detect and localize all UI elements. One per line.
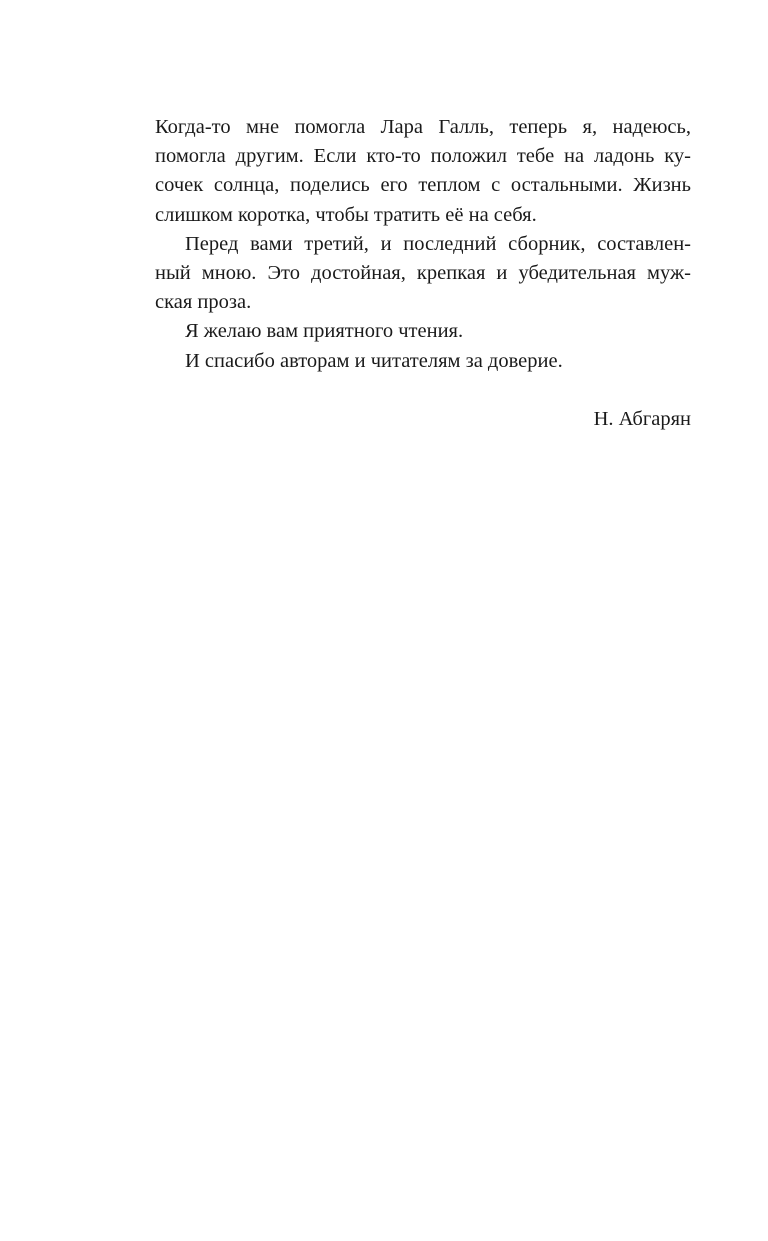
text-line: слишком коротка, чтобы тратить её на себя. <box>155 203 537 226</box>
paragraph-4 <box>155 347 691 376</box>
paragraph-1 <box>155 113 691 230</box>
author-signature: Н. Абгарян <box>593 407 691 430</box>
text-line: Я желаю вам приятного чтения. <box>185 320 464 343</box>
text-line: ская проза. <box>155 291 252 314</box>
paragraph-2 <box>155 230 691 318</box>
text-line: сочек солнца, поделись его теплом с остальными. Жизнь <box>155 174 691 197</box>
page-body <box>155 113 691 434</box>
text-line: помогла другим. Если кто-то положил тебе на ладонь ку- <box>155 145 691 168</box>
paragraph-3 <box>155 317 691 346</box>
text-line: И спасибо авторам и читателям за доверие. <box>185 349 563 372</box>
text-line: ный мною. Это достойная, крепкая и убедительная муж- <box>155 262 691 285</box>
text-line: Перед вами третий, и последний сборник, составлен- <box>185 232 691 255</box>
text-line: Когда-то мне помогла Лара Галль, теперь я, надеюсь, <box>155 116 691 138</box>
